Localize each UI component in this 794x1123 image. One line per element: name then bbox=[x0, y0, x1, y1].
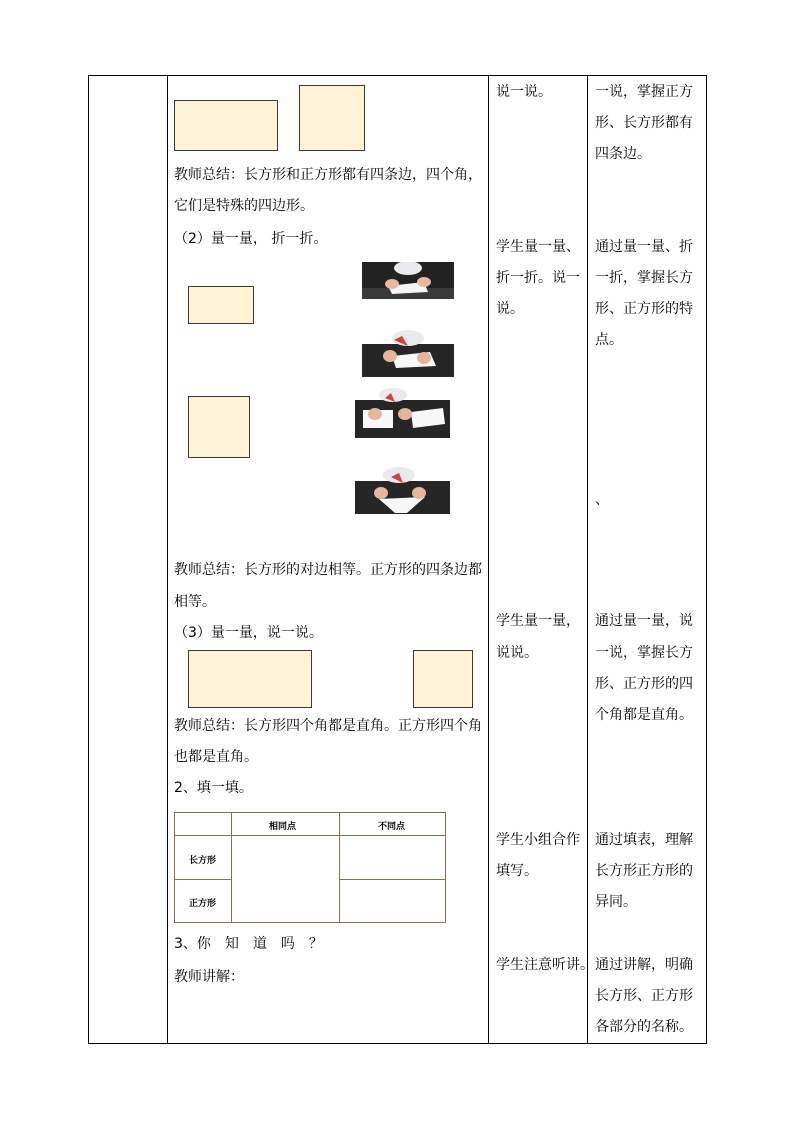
comparison-table-divider bbox=[175, 879, 231, 880]
comparison-table-divider bbox=[231, 813, 232, 922]
purpose-4-line-2: 长方形正方形的 bbox=[595, 863, 693, 879]
folding-photo-2 bbox=[362, 330, 454, 377]
rectangle-shape bbox=[188, 650, 312, 708]
purpose-4-line-1: 通过填表，理解 bbox=[595, 832, 693, 848]
measure-fold-heading: （2）量一量， 折一折。 bbox=[174, 231, 328, 247]
teacher-summary-2-line-1: 教师总结：长方形的对边相等。正方形的四条边都 bbox=[174, 562, 482, 578]
purpose-3-line-3: 形、正方形的四 bbox=[595, 676, 693, 692]
table-divider-1 bbox=[167, 75, 168, 1044]
square-shape bbox=[299, 85, 365, 151]
student-measure-fold-line-3: 说。 bbox=[496, 301, 524, 317]
purpose-3-line-2: 一说，掌握长方 bbox=[595, 645, 693, 661]
teacher-explain-label: 教师讲解： bbox=[174, 969, 244, 985]
purpose-2-line-4: 点。 bbox=[595, 332, 623, 348]
rectangle-shape bbox=[174, 100, 278, 151]
square-shape bbox=[188, 396, 250, 458]
student-group-line-2: 填写。 bbox=[496, 863, 538, 879]
rectangle-shape bbox=[188, 286, 254, 324]
purpose-5-line-2: 长方形、正方形 bbox=[595, 988, 693, 1004]
table-divider-3 bbox=[587, 75, 588, 1044]
row-rectangle: 长方形 bbox=[189, 856, 217, 866]
teacher-summary-1-line-2: 它们是特殊的四边形。 bbox=[174, 198, 314, 214]
purpose-1-line-3: 四条边。 bbox=[595, 146, 651, 162]
purpose-2-line-3: 形、正方形的特 bbox=[595, 301, 693, 317]
row-square: 正方形 bbox=[189, 899, 217, 909]
purpose-5-line-3: 各部分的名称。 bbox=[595, 1019, 693, 1035]
student-measure-say-line-2: 说说。 bbox=[496, 645, 538, 661]
teacher-summary-2-line-2: 相等。 bbox=[174, 594, 216, 610]
square-shape bbox=[413, 650, 473, 708]
student-group-line-1: 学生小组合作 bbox=[496, 832, 580, 848]
student-measure-fold-line-2: 折一折。说一 bbox=[496, 270, 580, 286]
fill-in-heading: 2、填一填。 bbox=[174, 780, 253, 796]
comparison-table-divider bbox=[175, 835, 445, 836]
table-border-right bbox=[706, 75, 707, 1044]
comparison-table bbox=[174, 812, 446, 923]
comparison-table-divider bbox=[339, 879, 445, 880]
student-listen: 学生注意听讲。 bbox=[496, 957, 594, 973]
purpose-1-line-1: 一说，掌握正方 bbox=[595, 84, 693, 100]
header-same: 相同点 bbox=[269, 822, 297, 832]
student-say: 说一说。 bbox=[496, 84, 552, 100]
purpose-2-line-2: 一折，掌握长方 bbox=[595, 270, 693, 286]
table-divider-2 bbox=[488, 75, 489, 1044]
purpose-5-line-1: 通过讲解，明确 bbox=[595, 957, 693, 973]
folding-photo-3 bbox=[355, 388, 450, 438]
table-border-left bbox=[88, 75, 89, 1044]
purpose-1-line-2: 形、长方形都有 bbox=[595, 115, 693, 131]
purpose-4-line-3: 异同。 bbox=[595, 894, 637, 910]
student-measure-fold-line-1: 学生量一量、 bbox=[496, 239, 580, 255]
purpose-3-line-4: 个角都是直角。 bbox=[595, 707, 693, 723]
folding-photo-1 bbox=[362, 262, 454, 299]
purpose-stray-mark: 、 bbox=[595, 492, 609, 508]
measure-say-heading: （3）量一量，说一说。 bbox=[174, 625, 323, 641]
purpose-2-line-1: 通过量一量、折 bbox=[595, 239, 693, 255]
teacher-summary-3-line-2: 也都是直角。 bbox=[174, 749, 258, 765]
purpose-3-line-1: 通过量一量，说 bbox=[595, 613, 693, 629]
student-measure-say-line-1: 学生量一量， bbox=[496, 613, 580, 629]
comparison-table-divider bbox=[339, 813, 340, 922]
do-you-know-heading: 3、你 知 道 吗 ？ bbox=[174, 936, 323, 952]
teacher-summary-1-line-1: 教师总结：长方形和正方形都有四条边，四个角， bbox=[174, 167, 482, 183]
header-different: 不同点 bbox=[378, 822, 406, 832]
teacher-summary-3-line-1: 教师总结：长方形四个角都是直角。正方形四个角 bbox=[174, 718, 482, 734]
table-border-bottom bbox=[88, 1043, 707, 1044]
folding-photo-4 bbox=[355, 467, 450, 514]
table-border-top bbox=[88, 75, 707, 76]
